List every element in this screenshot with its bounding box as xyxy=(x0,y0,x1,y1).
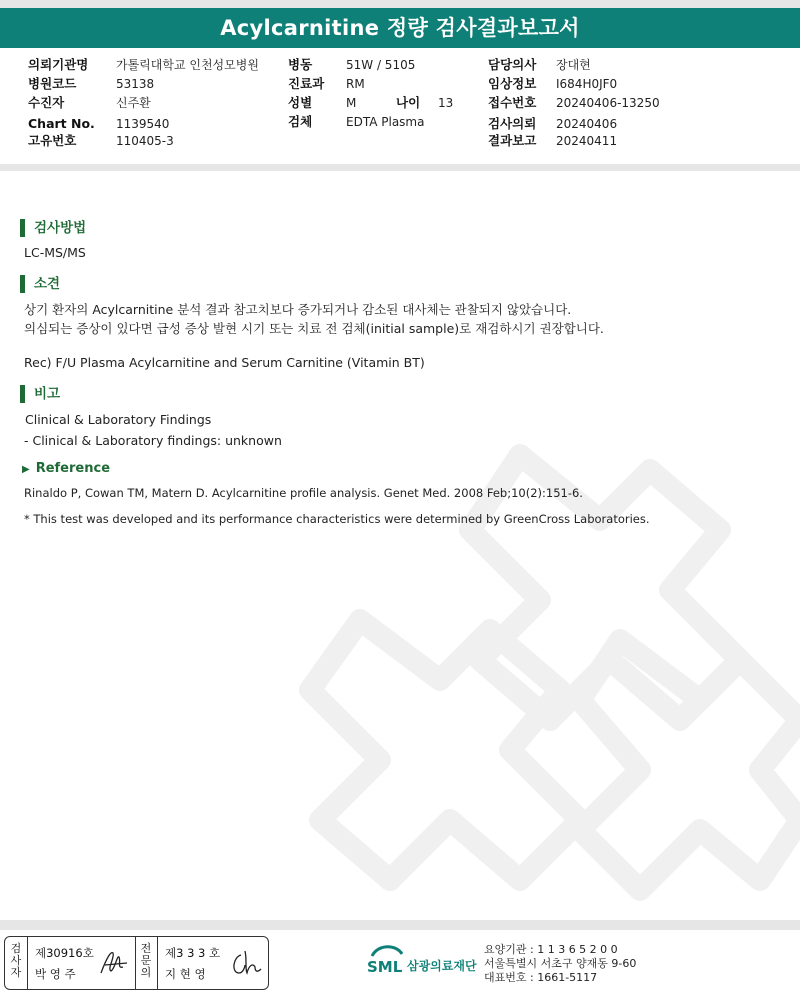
specialist-label-cell xyxy=(135,937,158,989)
sml-logo-icon xyxy=(366,942,406,980)
organization-name: 삼광의료재단 xyxy=(407,959,477,973)
examiner-label-cell xyxy=(5,937,28,989)
examiner-name: 박 영 주 xyxy=(35,967,76,981)
signature-box xyxy=(4,936,269,990)
findings-recommendation: Rec) F/U Plasma Acylcarnitine and Serum Carnitine (Vitamin BT) xyxy=(24,355,425,370)
reference-note: * This test was developed and its performance characteristics were determined by GreenCross Laboratories. xyxy=(24,512,650,526)
org-phone: 대표번호 : 1661-5117 xyxy=(484,971,598,984)
org-address: 서울특별시 서초구 양재동 9-60 xyxy=(484,957,637,970)
reference-title: ▶ Reference xyxy=(22,461,111,476)
report-title: Acylcarnitine 정량 검사결과보고서 xyxy=(0,8,800,48)
section-method-title: 검사방법 xyxy=(20,219,86,237)
remarks-line-2: - Clinical & Laboratory findings: unknown xyxy=(24,433,282,448)
organization-info xyxy=(484,943,636,985)
section-findings-title: 소견 xyxy=(20,275,60,293)
reference-citation: Rinaldo P, Cowan TM, Matern D. Acylcarnitine profile analysis. Genet Med. 2008 Feb;10(2):151-6. xyxy=(24,486,583,500)
examiner-signature xyxy=(97,947,133,979)
triangle-right-icon: ▶ xyxy=(22,464,30,475)
specialist-name: 지 현 영 xyxy=(165,967,206,981)
svg-text:SML: SML xyxy=(367,958,403,976)
examiner-cell xyxy=(27,937,136,989)
org-code: 요양기관 : 1 1 3 6 5 2 0 0 xyxy=(484,943,618,956)
examiner-label: 검 사 자 xyxy=(10,942,22,979)
findings-line-2: 의심되는 증상이 있다면 급성 증상 발현 시기 또는 치료 전 검체(initial sample)로 재검하시기 권장합니다. xyxy=(24,321,604,336)
specialist-cell xyxy=(157,937,267,989)
specialist-label: 전 문 의 xyxy=(140,942,152,979)
top-band xyxy=(0,0,800,8)
specialist-license: 제3 3 3 호 xyxy=(165,946,221,960)
header-divider xyxy=(0,164,800,171)
footer-divider xyxy=(0,920,800,930)
remarks-line-1: Clinical & Laboratory Findings xyxy=(25,412,212,427)
patient-info-header: 의뢰기관명 가톨릭대학교 인천성모병원 병원코드 53138 수진자 신주환 Chart No. 1139540 고유번호 110405-3 병동 51W / 5105 진료과 RM 성별 M 나이 13 검체 EDTA Plasma 담당의사 장대현 임상정보 I684H0JF0 접수번호 20240406-13250 검사의뢰 20240406 결과보고 20240411 xyxy=(0,50,800,162)
specialist-signature xyxy=(227,947,263,979)
findings-line-1: 상기 환자의 Acylcarnitine 분석 결과 참고치보다 증가되거나 감소된 대사체는 관찰되지 않았습니다. xyxy=(24,302,572,317)
examiner-license: 제30916호 xyxy=(35,946,94,960)
method-text: LC-MS/MS xyxy=(24,245,86,260)
section-remarks-title: 비고 xyxy=(20,385,60,403)
